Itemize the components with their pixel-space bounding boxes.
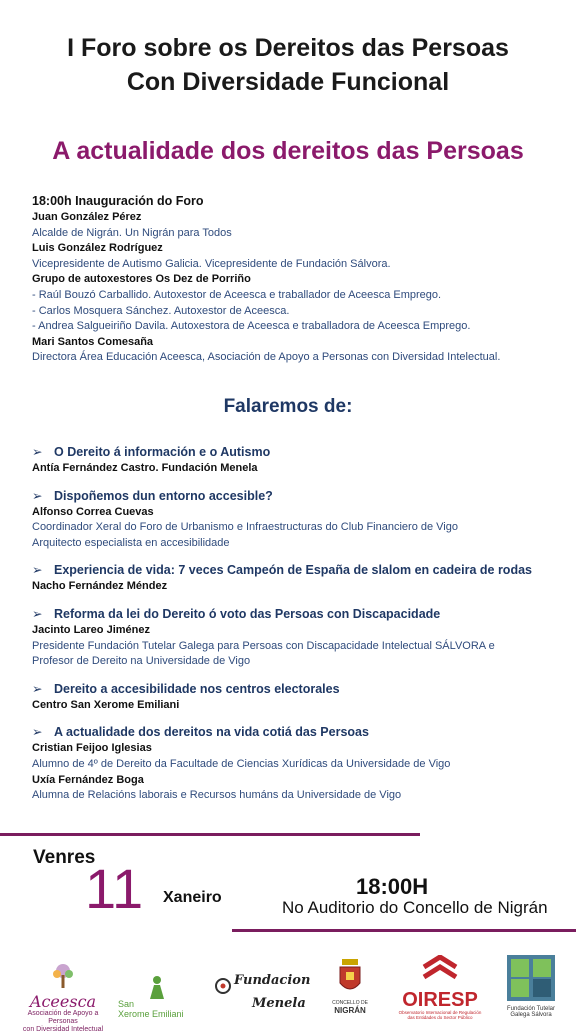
oiresp-name: OIRESP <box>402 989 478 1011</box>
aceesca-tree-icon <box>48 963 78 989</box>
topic-title-row <box>32 605 572 623</box>
speaker-role: Arquitecto especialista en accesibilidade <box>32 536 230 549</box>
oiresp-logo <box>392 955 488 1020</box>
topic-item <box>32 680 572 714</box>
event-venue: No Auditorio do Concello de Nigrán <box>282 898 548 917</box>
aceesca-sub1: Asociación de Apoyo a Personas <box>27 1010 99 1025</box>
salvora-mark-icon <box>507 955 555 1001</box>
oiresp-chevrons-icon <box>420 955 460 985</box>
speaker-role: Coordinador Xeral do Foro de Urbanismo e Infraestructuras do Club Financiero de Vigo <box>32 521 458 534</box>
speaker-name: Alfonso Correa Cuevas <box>32 505 154 518</box>
speaker-name: Jacinto Lareo Jiménez <box>32 623 150 636</box>
program-lines <box>32 210 562 366</box>
speaker-role: Alumna de Relacións laborais e Recursos humáns da Universidade de Vigo <box>32 789 402 802</box>
topic-title: A actualidade dos dereitos na vida cotiá das Persoas <box>54 725 369 740</box>
menela-logo <box>212 973 311 1011</box>
sanxerome-figure-icon <box>140 975 174 999</box>
topics-list <box>32 443 572 814</box>
topic-title-row <box>32 680 572 698</box>
topic-title: O Dereito á información e o Autismo <box>54 445 271 459</box>
speaker-role: - Andrea Salgueiriño Davila. Autoxestora de Aceesca e traballadora de Aceesca Emprego. <box>32 320 471 333</box>
divider-top <box>0 833 420 836</box>
speaker-name: Luis González Rodríguez <box>32 242 163 255</box>
speaker-name: Nacho Fernández Méndez <box>32 580 168 593</box>
nigran-shield-icon <box>338 959 362 995</box>
sanxerome-line1: San <box>118 999 135 1009</box>
salvora-line2: Galega Sálvora <box>510 1012 552 1018</box>
arrow-bullet-icon: ➢ <box>32 725 43 740</box>
nigran-line1: CONCELLO DE <box>332 1000 368 1006</box>
arrow-bullet-icon: ➢ <box>32 606 43 621</box>
speaker-role: Vicepresidente de Autismo Galicia. Vicepresidente de Fundación Sálvora. <box>32 257 391 270</box>
speaker-role: Presidente Fundación Tutelar Galega para Persoas con Discapacidade Intelectual SÁLVORA e <box>32 639 495 652</box>
topic-item <box>32 443 572 477</box>
sanxerome-line2: Xerome Emiliani <box>118 1009 184 1019</box>
topic-item <box>32 723 572 803</box>
main-title-line1: I Foro sobre os Dereitos das Persoas <box>67 34 509 62</box>
logo-strip <box>0 955 576 1033</box>
speaker-name: Uxía Fernández Boga <box>32 773 144 786</box>
program-section <box>32 192 562 366</box>
arrow-bullet-icon: ➢ <box>32 681 43 696</box>
event-time: 18:00H <box>356 874 429 899</box>
arrow-bullet-icon: ➢ <box>32 563 43 578</box>
salvora-line1: Fundación Tutelar <box>506 1006 556 1012</box>
speaker-name: Juan González Pérez <box>32 211 142 223</box>
falaremos-heading: Falaremos de: <box>223 396 353 417</box>
aceesca-sub2: con Diversidad Intelectual <box>22 1026 104 1033</box>
topic-title: Experiencia de vida: 7 veces Campeón de España de slalom en cadeira de rodas <box>54 563 532 578</box>
speaker-role: Profesor de Dereito na Universidade de Vigo <box>32 655 251 668</box>
topic-item <box>32 487 572 552</box>
event-weekday: Venres <box>33 847 96 868</box>
speaker-role: - Raúl Bouzó Carballido. Autoxestor de Aceesca e traballador de Aceesca Emprego. <box>32 288 442 301</box>
speaker-name: Cristian Feijoo Iglesias <box>32 742 152 755</box>
menela-line1: Fundacion <box>234 973 311 988</box>
topic-title-row <box>32 443 572 461</box>
speaker-role: - Carlos Mosquera Sánchez. Autoxestor de Aceesca. <box>32 304 290 317</box>
speaker-name: Antía Fernández Castro. Fundación Menela <box>32 462 258 474</box>
topic-title: Dereito a accesibilidade nos centros electorales <box>54 681 340 696</box>
program-heading: 18:00h Inauguración do Foro <box>32 194 204 208</box>
topic-item <box>32 561 572 595</box>
speaker-name: Centro San Xerome Emiliani <box>32 698 180 711</box>
salvora-logo <box>500 955 562 1018</box>
main-title-line2: Con Diversidade Funcional <box>126 68 450 96</box>
topic-title-row <box>32 723 572 741</box>
arrow-bullet-icon: ➢ <box>32 488 43 503</box>
menela-line2: Menela <box>252 996 306 1011</box>
topic-item <box>32 605 572 670</box>
nigran-line2: NIGRÁN <box>334 1006 366 1015</box>
aceesca-name: Aceesca <box>29 992 97 1011</box>
menela-hand-icon <box>212 977 234 995</box>
event-month: Xaneiro <box>163 889 222 906</box>
sanxerome-logo <box>118 977 190 1019</box>
nigran-logo <box>326 959 374 1015</box>
speaker-role: Directora Área Educación Aceesca, Asociación de Apoyo a Personas con Diversidad Intelectual. <box>32 351 501 364</box>
topic-title-row <box>32 487 572 505</box>
aceesca-logo <box>18 963 108 1034</box>
speaker-name: Grupo de autoxestores Os Dez de Porriño <box>32 273 251 286</box>
topic-title: Reforma da lei do Dereito ó voto das Persoas con Discapacidade <box>54 606 441 621</box>
speaker-role: Alumno de 4º de Dereito da Facultade de Ciencias Xurídicas da Universidade de Vigo <box>32 757 451 770</box>
topic-title: Dispoñemos dun entorno accesible? <box>54 488 273 503</box>
divider-bottom <box>232 929 576 932</box>
subtitle: A actualidade dos dereitos das Persoas <box>52 137 524 165</box>
arrow-bullet-icon: ➢ <box>32 445 43 459</box>
topic-title-row <box>32 561 572 579</box>
oiresp-sub1: Observatorio Internacional de Regulación <box>398 1010 482 1015</box>
speaker-role: Alcalde de Nigrán. Un Nigrán para Todos <box>32 226 232 239</box>
speaker-name: Mari Santos Comesaña <box>32 335 154 348</box>
oiresp-sub2: das Entidades do Sector Público <box>407 1015 473 1020</box>
event-day: 11 <box>85 857 144 920</box>
